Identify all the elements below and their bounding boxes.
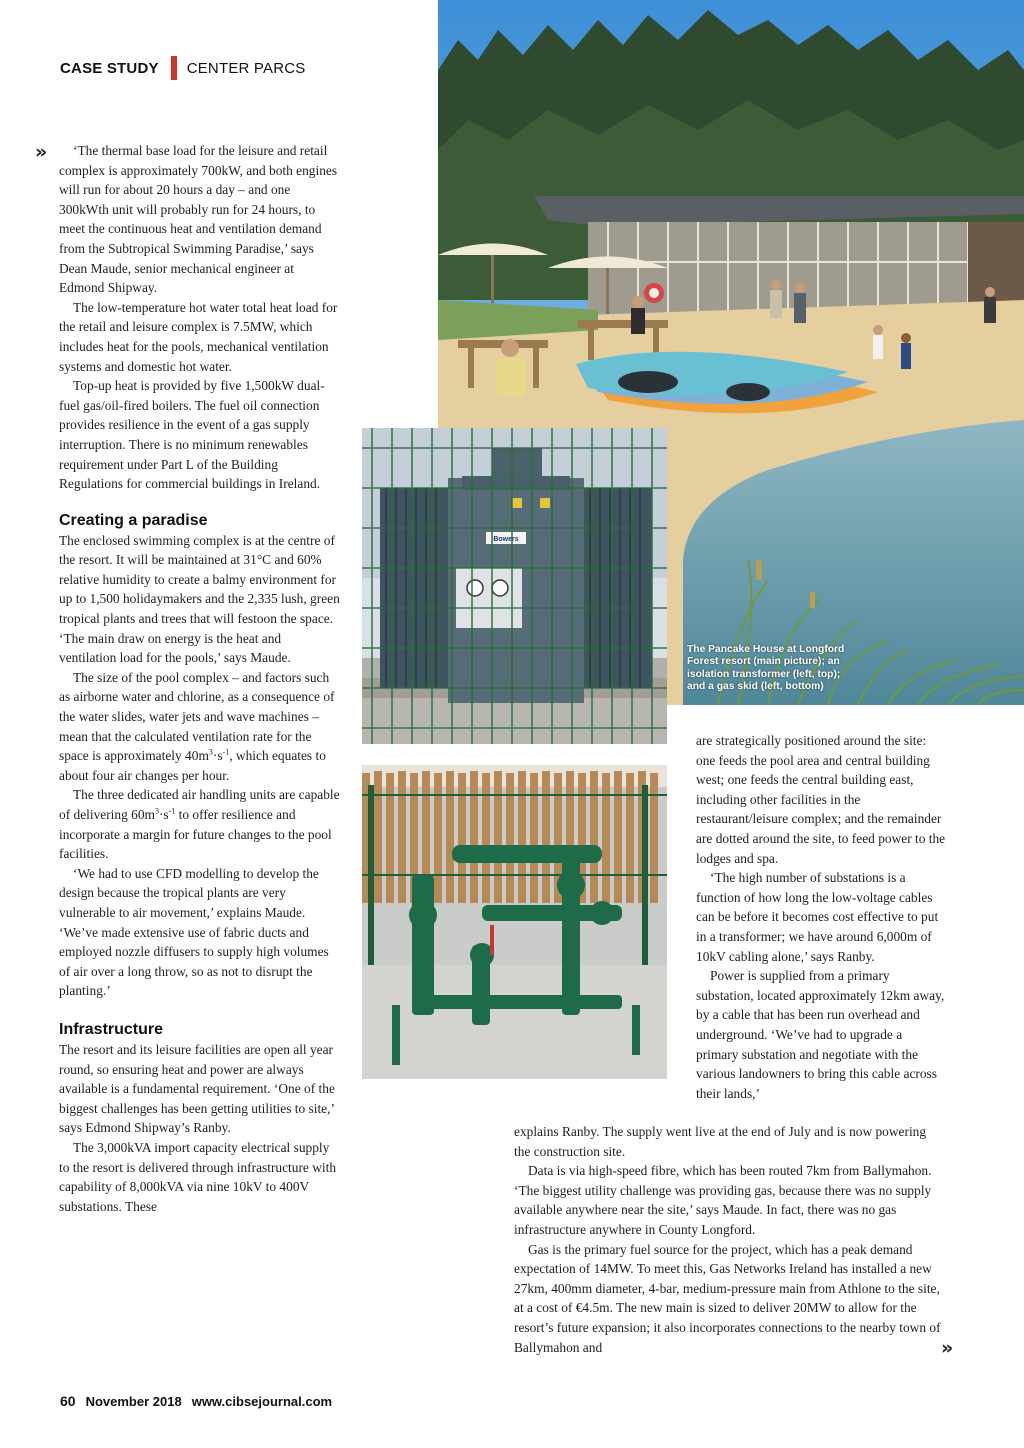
paragraph: The 3,000kVA import capacity electrical supply to the resort is delivered through infrastructure with capability of 8,000kVA via nine 10kV to 400V substations. These xyxy=(59,1139,337,1214)
paragraph: ‘The high number of substations is a function of how long the low-voltage cables can be before it becomes cost effective to put in a transformer; we have around 6,000m of 10kV cabling alone,’ says Ranby. xyxy=(696,870,939,964)
paragraph-text: to offer resilience and incorporate a margin for future changes to the pool facilities. xyxy=(59,807,332,862)
paragraph: Power is supplied from a primary substation, located approximately 12km away, by a cable that has been run overhead and underground. ‘We’ve had to upgrade a primary substation and negotiate with the various landowners to bring this cable across their lands,’ xyxy=(696,968,945,1101)
paragraph-text: , which equates to about four air changes per hour. xyxy=(59,748,326,783)
paragraph: Gas is the primary fuel source for the project, which has a peak demand expectation of 14MW. To meet this, Gas Networks Ireland has installed a new 27km, 400mm diameter, 4-bar, medium-pressure main from Athlone to the site, at a cost of €4.5m. The new main is sized to deliver 20MW to allow for the resort’s future expansion; it also incorporates connections to the nearby town of Ballymahon and xyxy=(514,1241,941,1355)
subheading-infrastructure: Infrastructure xyxy=(59,1020,164,1038)
paragraph: Data is via high-speed fibre, which has been routed 7km from Ballymahon. ‘The biggest utility challenge was providing gas, because there was no supply available anywhere near the site,’ says Maude. In fact, there was no gas infrastructure anywhere in County Longford. xyxy=(514,1163,932,1237)
photo-gas-skid xyxy=(362,765,667,1079)
page-header xyxy=(60,56,306,80)
photo-isolation-transformer xyxy=(362,428,667,744)
page-number: 60 xyxy=(60,1393,76,1409)
paragraph-text: The size of the pool complex – and factors such as airborne water and chlorine, as a consequence of the water slides, water jets and wave machines – mean that the calculated ventilation rate for the space is approximately 40m xyxy=(59,669,335,764)
paragraph xyxy=(59,668,341,786)
paragraph: ‘The thermal base load for the leisure and retail complex is approximately 700kW, and both engines will run for about 20 hours a day – and one 300kWth unit will probably run for 24 hours, to meet the continuous heat and ventilation demand from the Subtropical Swimming Paradise,’ says Dean Maude, senior mechanical engineer at Edmond Shipway. xyxy=(59,143,338,296)
column-3 xyxy=(514,1122,944,1357)
kicker-label: CASE STUDY xyxy=(60,59,159,77)
unit-text: ·s xyxy=(158,807,169,822)
section-label: CENTER PARCS xyxy=(186,59,306,77)
column-1 xyxy=(59,141,341,1216)
paragraph: are strategically positioned around the site: one feeds the pool area and central building west; one feeds the central building east, including other facilities in the restaurant/leisure complex; and the remainder are dotted around the site, to feed power to the lodges and spa. xyxy=(696,733,946,866)
paragraph: The resort and its leisure facilities are open all year round, so ensuring heat and power are always available is a fundamental requirement. ‘One of the biggest challenges has been getting utilities to site,’ says Edmond Shipway’s Ranby. xyxy=(59,1041,335,1136)
photo-caption: The Pancake House at Longford Forest resort (main picture); an isolation transformer (left, top); and a gas skid (left, bottom) xyxy=(687,644,845,693)
column-2 xyxy=(696,731,946,1103)
paragraph: The low-temperature hot water total heat load for the retail and leisure complex is 7.5MW, which includes heat for the pools, mechanical ventilation systems and domestic hot water. xyxy=(59,299,338,374)
header-divider xyxy=(171,56,177,80)
paragraph: Top-up heat is provided by five 1,500kW dual-fuel gas/oil-fired boilers. The fuel oil connection provides resilience in the event of a gas supply interruption. There is no minimum renewables requirement under Part L of the Building Regulations for commercial buildings in Ireland. xyxy=(59,378,325,492)
unit-superscript: -1 xyxy=(168,806,176,816)
paragraph-text: The three dedicated air handling units are capable of delivering 60m xyxy=(59,787,340,822)
journal-website-link[interactable]: www.cibsejournal.com xyxy=(191,1394,333,1409)
paragraph: The enclosed swimming complex is at the centre of the resort. It will be maintained at 31°C and 60% relative humidity to create a balmy environment for up to 1,500 holidaymakers and the 2,335 lush, green tropical plants and trees that will festoon the space. ‘The main draw on energy is the heat and ventilation load for the pools,’ says Maude. xyxy=(59,532,340,666)
paragraph: ‘We had to use CFD modelling to develop the design because the tropical plants are very vulnerable to air movement,’ explains Maude. ‘We’ve made extensive use of fabric ducts and employed nozzle diffusers to supply high volumes of air over a long throw, so as not to disrupt the planting.’ xyxy=(59,865,329,999)
unit-superscript: 3 xyxy=(208,747,213,757)
continue-from-arrow-icon: » xyxy=(35,141,48,163)
unit-superscript: 3 xyxy=(154,806,159,816)
issue-date: November 2018 xyxy=(85,1394,182,1409)
continued-arrow-icon: » xyxy=(941,1337,954,1359)
unit-text: ·s xyxy=(212,748,223,764)
subheading-creating-a-paradise: Creating a paradise xyxy=(59,511,208,529)
unit-superscript: -1 xyxy=(222,747,230,757)
transformer-brand-label: Bowers xyxy=(493,536,519,543)
paragraph xyxy=(59,785,341,863)
paragraph: explains Ranby. The supply went live at the end of July and is now powering the construction site. xyxy=(514,1124,927,1159)
page-footer xyxy=(60,1393,332,1409)
